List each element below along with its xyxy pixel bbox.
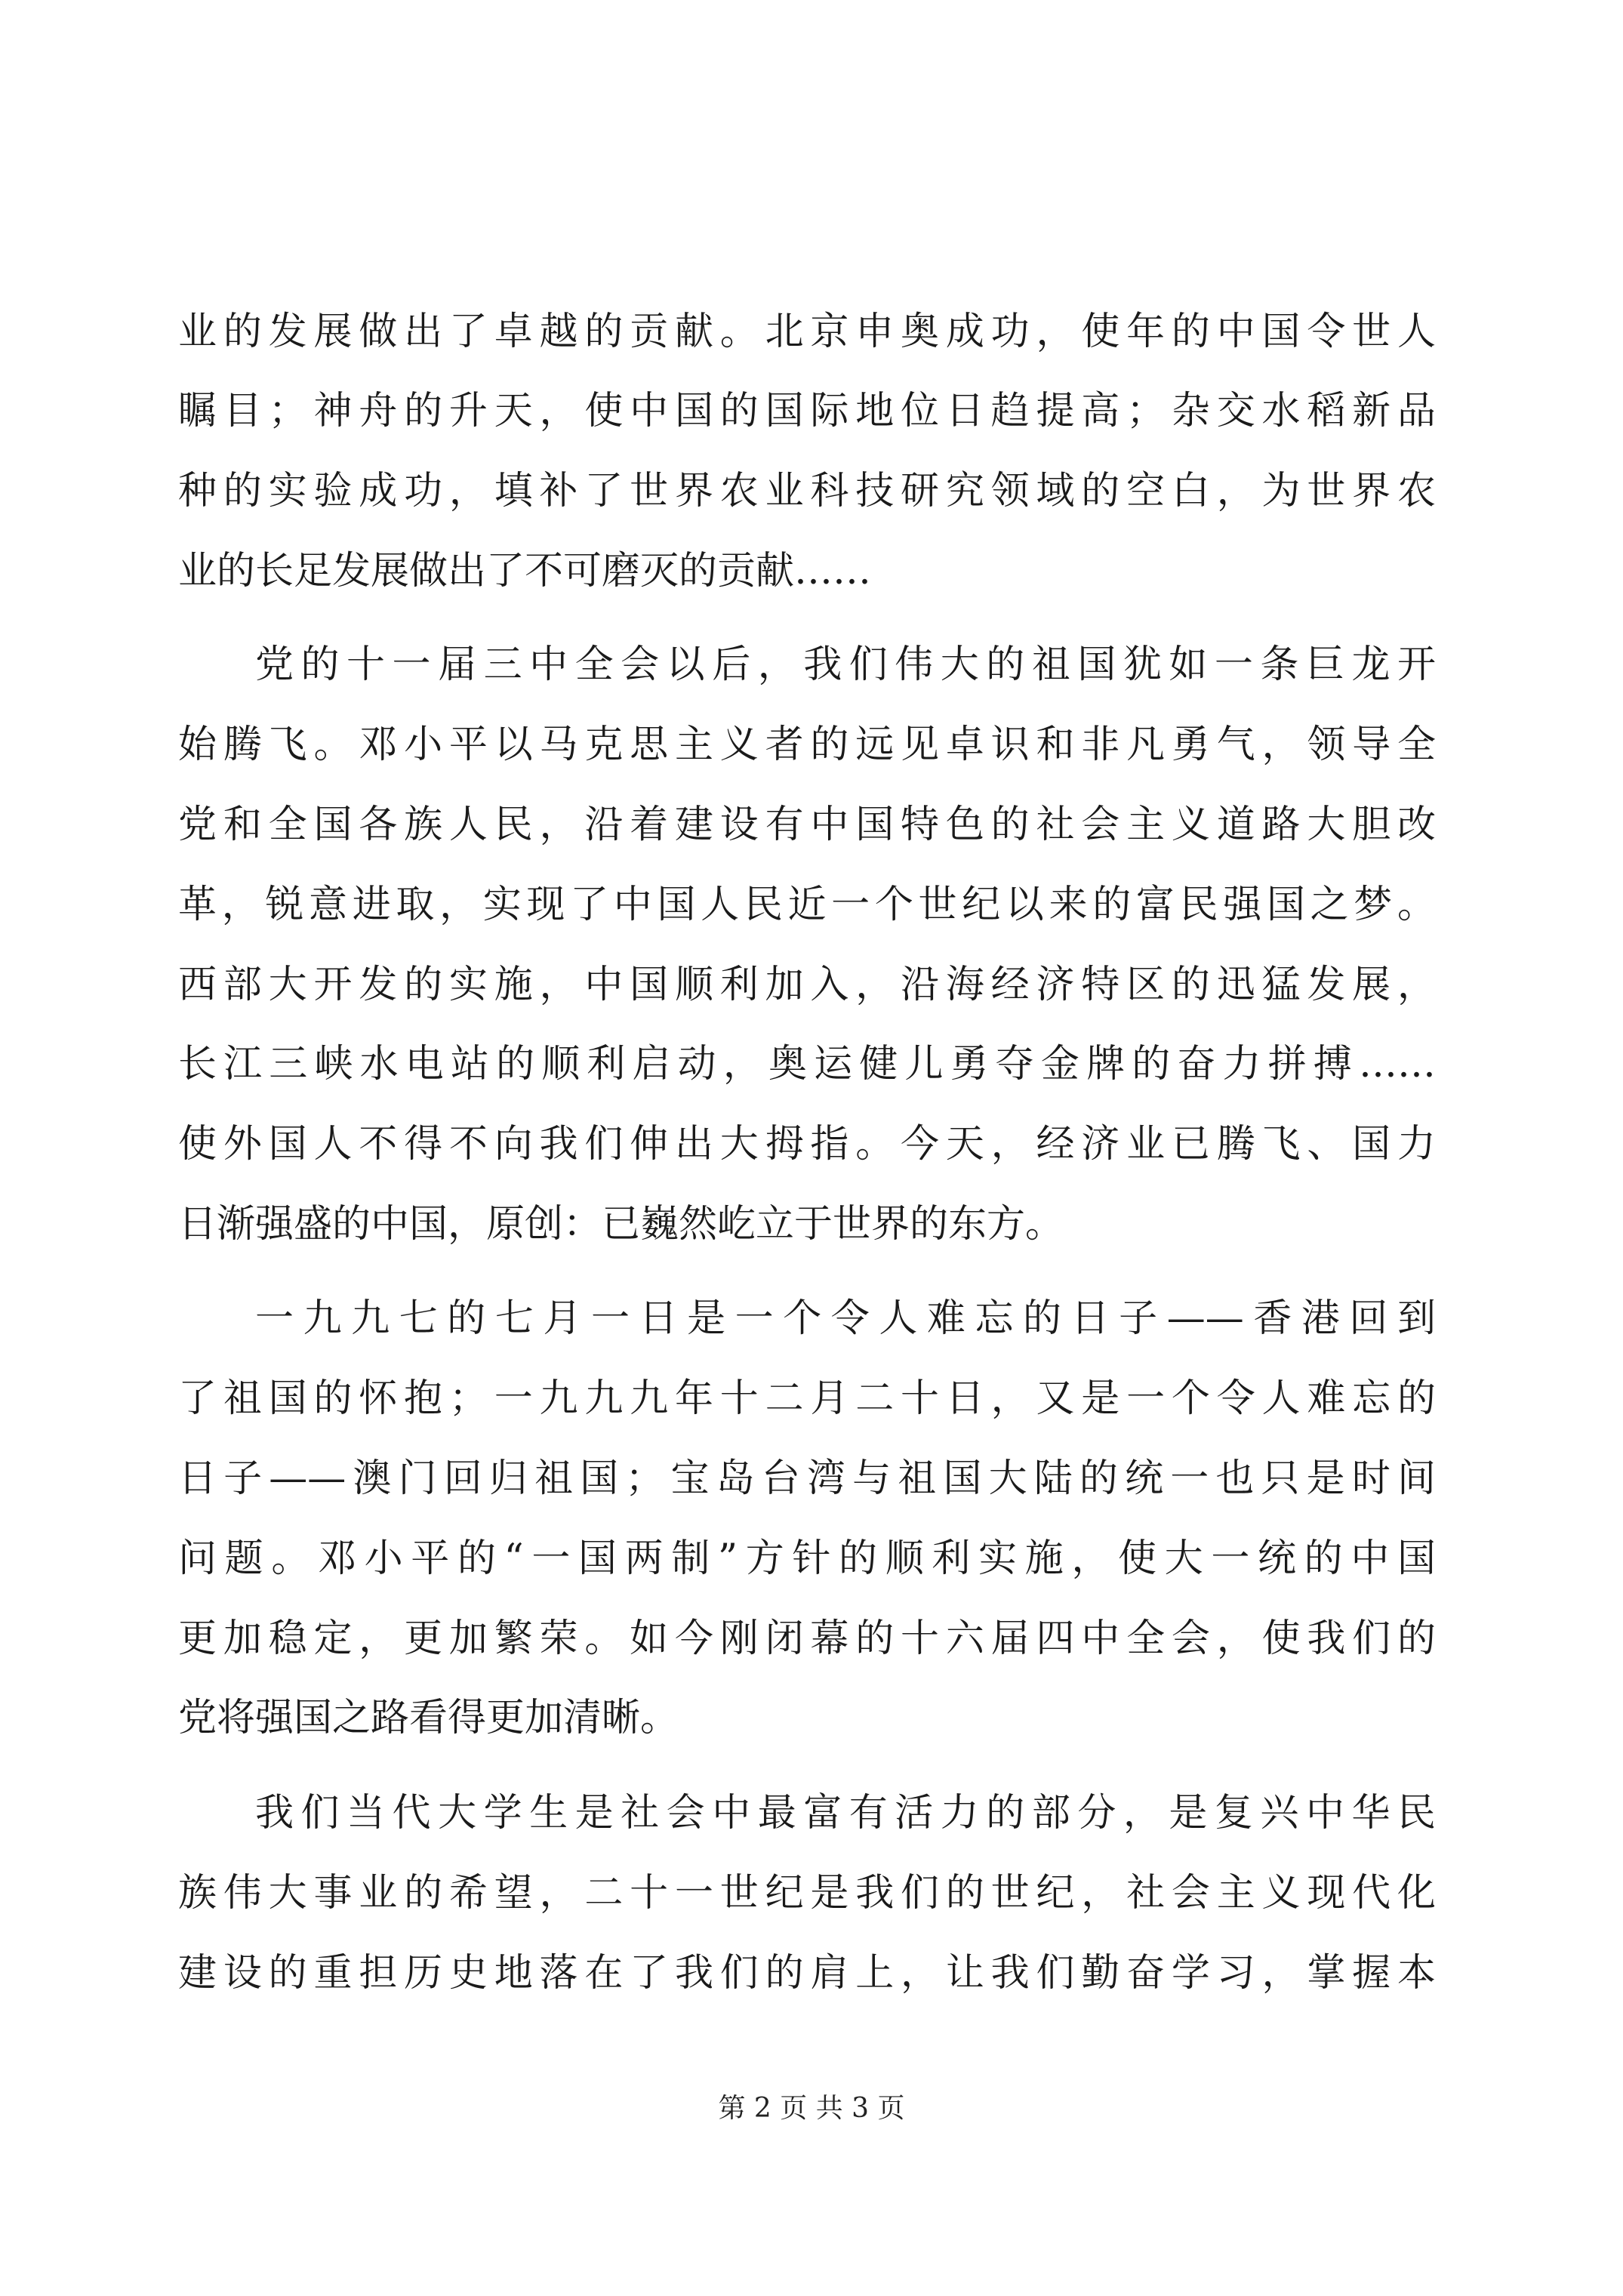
- page-number-footer: 第 2 页 共 3 页: [718, 2093, 905, 2124]
- text-line: 长江三峡水电站的顺利启动，奥运健儿勇夺金牌的奋力拼搏……: [178, 1042, 1436, 1086]
- text-line: 业的长足发展做出了不可磨灭的贡献……: [178, 549, 872, 593]
- text-line: 业的发展做出了卓越的贡献。北京申奥成功，使年的中国令世人: [178, 310, 1436, 354]
- paragraph-first-line: 党的十一届三中全会以后，我们伟大的祖国犹如一条巨龙开: [255, 643, 1436, 687]
- text-line: 建设的重担历史地落在了我们的肩上，让我们勤奋学习，掌握本: [178, 1951, 1436, 1996]
- text-line: 党将强国之路看得更加清晰。: [178, 1696, 679, 1740]
- text-line: 始腾飞。邓小平以马克思主义者的远见卓识和非凡勇气，领导全: [178, 723, 1436, 767]
- text-line: 革，锐意进取，实现了中国人民近一个世纪以来的富民强国之梦。: [178, 883, 1436, 927]
- text-line: 种的实验成功，填补了世界农业科技研究领域的空白，为世界农: [178, 469, 1436, 513]
- text-line: 使外国人不得不向我们伸出大拇指。今天，经济业已腾飞、国力: [178, 1122, 1436, 1166]
- text-line: 党和全国各族人民，沿着建设有中国特色的社会主义道路大胆改: [178, 803, 1436, 847]
- text-line: 问题。邓小平的“一国两制”方针的顺利实施，使大一统的中国: [178, 1536, 1436, 1581]
- text-line: 瞩目；神舟的升天，使中国的国际地位日趋提高；杂交水稻新品: [178, 389, 1436, 433]
- paragraph-first-line: 一九九七的七月一日是一个令人难忘的日子——香港回到: [255, 1296, 1436, 1341]
- text-line: 日子——澳门回归祖国；宝岛台湾与祖国大陆的统一也只是时间: [178, 1456, 1436, 1501]
- text-line: 了祖国的怀抱；一九九九年十二月二十日，又是一个令人难忘的: [178, 1376, 1436, 1421]
- paragraph-first-line: 我们当代大学生是社会中最富有活力的部分，是复兴中华民: [255, 1791, 1436, 1835]
- text-line: 西部大开发的实施，中国顺利加入，沿海经济特区的迅猛发展，: [178, 963, 1436, 1007]
- text-line: 更加稳定，更加繁荣。如今刚闭幕的十六届四中全会，使我们的: [178, 1616, 1436, 1661]
- text-line: 日渐强盛的中国，原创：已巍然屹立于世界的东方。: [178, 1202, 1064, 1247]
- text-line: 族伟大事业的希望，二十一世纪是我们的世纪，社会主义现代化: [178, 1871, 1436, 1915]
